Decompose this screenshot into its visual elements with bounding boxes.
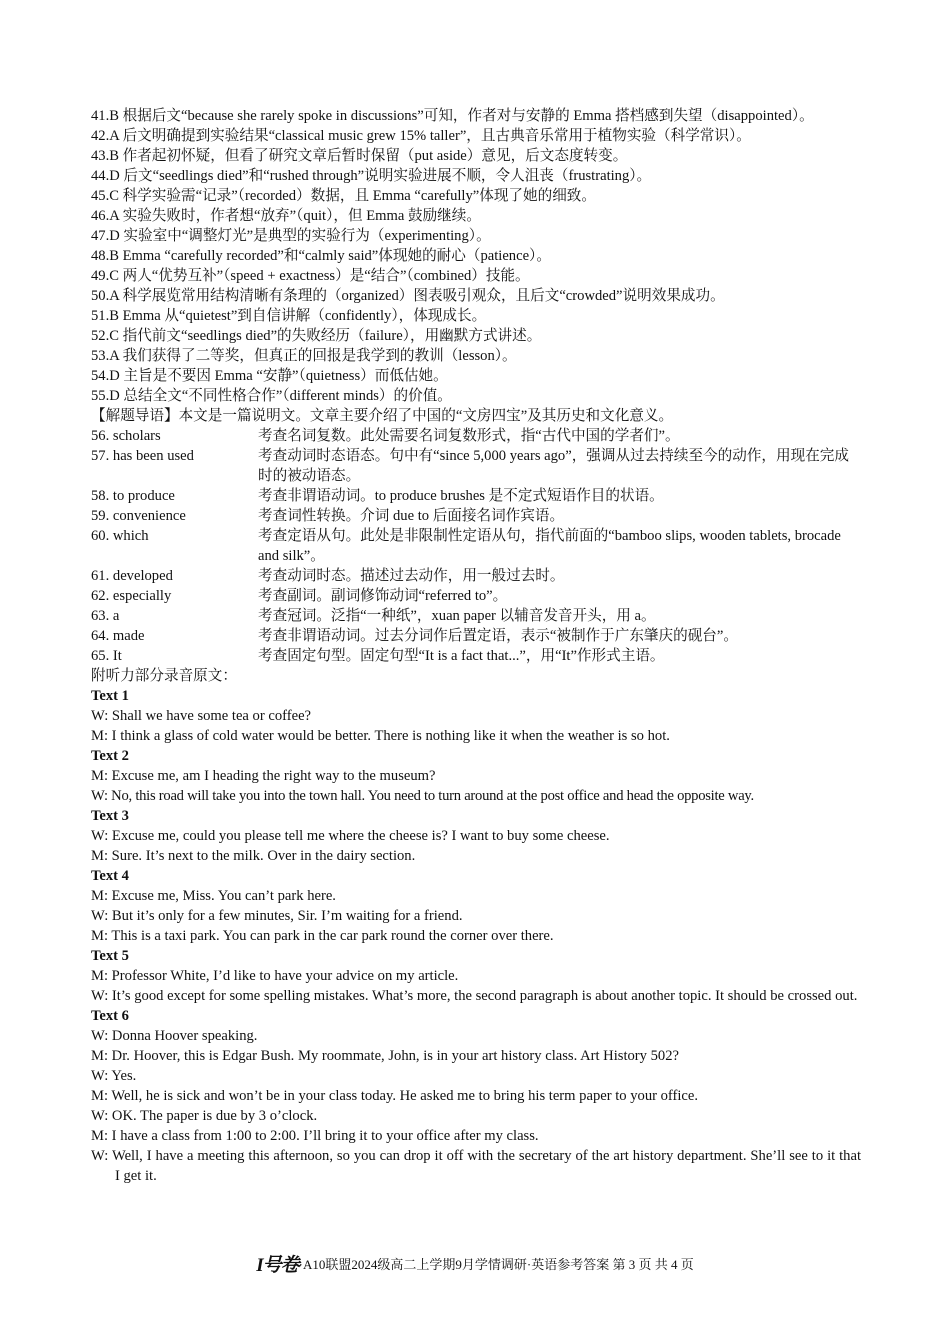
grammar-row xyxy=(91,626,861,646)
answer-word: 58. to produce xyxy=(91,488,175,504)
answer-explanation: 考查动词时态语态。句中有“since 5,000 years ago”，强调从过去持续至今的动作，用现在完成时的被动语态。 xyxy=(258,448,849,484)
dialogue-line: M: I think a glass of cold water would be better. There is nothing like it when the weather is so hot. xyxy=(91,728,670,744)
answer-line: 49.C 两人“优势互补”（speed + exactness）是“结合”（combined）技能。 xyxy=(91,268,530,284)
grammar-row xyxy=(91,486,861,506)
answer-line: 54.D 主旨是不要因 Emma “安静”（quietness）而低估她。 xyxy=(91,368,448,384)
grammar-row xyxy=(91,446,861,486)
grammar-row xyxy=(91,526,861,566)
cloze-answers xyxy=(91,106,861,426)
answer-line: 51.B Emma 从“quietest”到自信讲解（confidently），体现成长。 xyxy=(91,308,487,324)
page-footer xyxy=(0,1250,950,1277)
answer-line: 46.A 实验失败时，作者想“放弃”（quit），但 Emma 鼓励继续。 xyxy=(91,208,481,224)
listening-transcript xyxy=(91,686,861,1186)
answer-line: 43.B 作者起初怀疑，但看了研究文章后暂时保留（put aside）意见，后文态度转变。 xyxy=(91,148,628,164)
answer-line: 50.A 科学展览常用结构清晰有条理的（organized）图表吸引观众，且后文“crowded”说明效果成功。 xyxy=(91,288,725,304)
section-intro: 【解题导语】本文是一篇说明文。文章主要介绍了中国的“文房四宝”及其历史和文化意义。 xyxy=(91,408,674,424)
answer-line: 42.A 后文明确提到实验结果“classical music grew 15% taller”，且古典音乐常用于植物实验（科学常识）。 xyxy=(91,128,751,144)
answer-page xyxy=(91,106,861,1186)
dialogue-line: M: Excuse me, am I heading the right way to the museum? xyxy=(91,768,436,784)
grammar-row xyxy=(91,506,861,526)
text-heading: Text 1 xyxy=(91,688,129,704)
dialogue-line: W: Yes. xyxy=(91,1068,137,1084)
dialogue-line: M: Well, he is sick and won’t be in your class today. He asked me to bring his term paper to your office. xyxy=(91,1088,699,1104)
grammar-row xyxy=(91,646,861,666)
grammar-answers xyxy=(91,426,861,666)
dialogue-line: W: No, this road will take you into the town hall. You need to turn around at the post office and head the opposite way. xyxy=(91,788,754,804)
answer-line: 48.B Emma “carefully recorded”和“calmly said”体现她的耐心（patience）。 xyxy=(91,248,551,264)
footer-text: ·A10联盟2024级高二上学期9月学情调研·英语参考答案 第 3 页 共 4 页 xyxy=(298,1257,694,1272)
answer-line: 45.C 科学实验需“记录”（recorded）数据，且 Emma “carefully”体现了她的细致。 xyxy=(91,188,596,204)
dialogue-line: W: Well, I have a meeting this afternoon, so you can drop it off with the secretary of the art history department. She’ll see to it that I get it. xyxy=(91,1148,861,1184)
answer-word: 65. It xyxy=(91,648,122,664)
answer-line: 47.D 实验室中“调整灯光”是典型的实验行为（experimenting）。 xyxy=(91,228,491,244)
text-heading: Text 3 xyxy=(91,808,129,824)
answer-line: 52.C 指代前文“seedlings died”的失败经历（failure），用幽默方式讲述。 xyxy=(91,328,542,344)
answer-explanation: 考查名词复数。此处需要名词复数形式，指“古代中国的学者们”。 xyxy=(258,428,680,444)
answer-explanation: 考查非谓语动词。to produce brushes 是不定式短语作目的状语。 xyxy=(258,488,664,504)
answer-explanation: 考查词性转换。介词 due to 后面接名词作宾语。 xyxy=(258,508,565,524)
answer-explanation: 考查冠词。泛指“一种纸”，xuan paper 以辅音发音开头，用 a。 xyxy=(258,608,656,624)
answer-line: 55.D 总结全文“不同性格合作”（different minds）的价值。 xyxy=(91,388,452,404)
answer-line: 41.B 根据后文“because she rarely spoke in discussions”可知，作者对与安静的 Emma 搭档感到失望（disappointed）。 xyxy=(91,108,814,124)
answer-word: 61. developed xyxy=(91,568,173,584)
answer-line: 53.A 我们获得了二等奖，但真正的回报是我学到的教训（lesson）。 xyxy=(91,348,517,364)
dialogue-line: M: This is a taxi park. You can park in the car park round the corner over there. xyxy=(91,928,554,944)
text-heading: Text 6 xyxy=(91,1008,129,1024)
answer-explanation: 考查非谓语动词。过去分词作后置定语，表示“被制作于广东肇庆的砚台”。 xyxy=(258,628,738,644)
grammar-row xyxy=(91,586,861,606)
answer-word: 60. which xyxy=(91,528,149,544)
answer-word: 63. a xyxy=(91,608,120,624)
dialogue-line: W: Excuse me, could you please tell me where the cheese is? I want to buy some cheese. xyxy=(91,828,610,844)
answer-explanation: 考查固定句型。固定句型“It is a fact that...”，用“It”作形式主语。 xyxy=(258,648,665,664)
dialogue-line: W: OK. The paper is due by 3 o’clock. xyxy=(91,1108,318,1124)
answer-line: 44.D 后文“seedlings died”和“rushed through”说明实验进展不顺，令人沮丧（frustrating）。 xyxy=(91,168,652,184)
answer-explanation: 考查副词。副词修饰动词“referred to”。 xyxy=(258,588,508,604)
answer-word: 62. especially xyxy=(91,588,172,604)
dialogue-line: M: Excuse me, Miss. You can’t park here. xyxy=(91,888,336,904)
answer-word: 56. scholars xyxy=(91,428,161,444)
dialogue-line: W: But it’s only for a few minutes, Sir. I’m waiting for a friend. xyxy=(91,908,463,924)
dialogue-line: M: I have a class from 1:00 to 2:00. I’ll bring it to your office after my class. xyxy=(91,1128,539,1144)
text-heading: Text 2 xyxy=(91,748,129,764)
answer-explanation: 考查动词时态。描述过去动作，用一般过去时。 xyxy=(258,568,565,584)
dialogue-line: W: Donna Hoover speaking. xyxy=(91,1028,258,1044)
dialogue-line: M: Sure. It’s next to the milk. Over in the dairy section. xyxy=(91,848,416,864)
dialogue-line: M: Professor White, I’d like to have your advice on my article. xyxy=(91,968,459,984)
dialogue-line: W: It’s good except for some spelling mistakes. What’s more, the second paragraph is about another topic. It should be crossed out. xyxy=(91,988,858,1004)
answer-explanation: 考查定语从句。此处是非限制性定语从句，指代前面的“bamboo slips, wooden tablets, brocade and silk”。 xyxy=(258,528,841,564)
answer-word: 57. has been used xyxy=(91,448,194,464)
brand-logo: I号卷 xyxy=(256,1255,299,1276)
answer-word: 64. made xyxy=(91,628,145,644)
answer-word: 59. convenience xyxy=(91,508,186,524)
dialogue-line: W: Shall we have some tea or coffee? xyxy=(91,708,312,724)
grammar-row xyxy=(91,606,861,626)
dialogue-line: M: Dr. Hoover, this is Edgar Bush. My roommate, John, is in your art history class. Art History 502? xyxy=(91,1048,679,1064)
grammar-row xyxy=(91,566,861,586)
grammar-row xyxy=(91,426,861,446)
text-heading: Text 4 xyxy=(91,868,129,884)
listening-title: 附听力部分录音原文： xyxy=(91,668,237,684)
text-heading: Text 5 xyxy=(91,948,129,964)
